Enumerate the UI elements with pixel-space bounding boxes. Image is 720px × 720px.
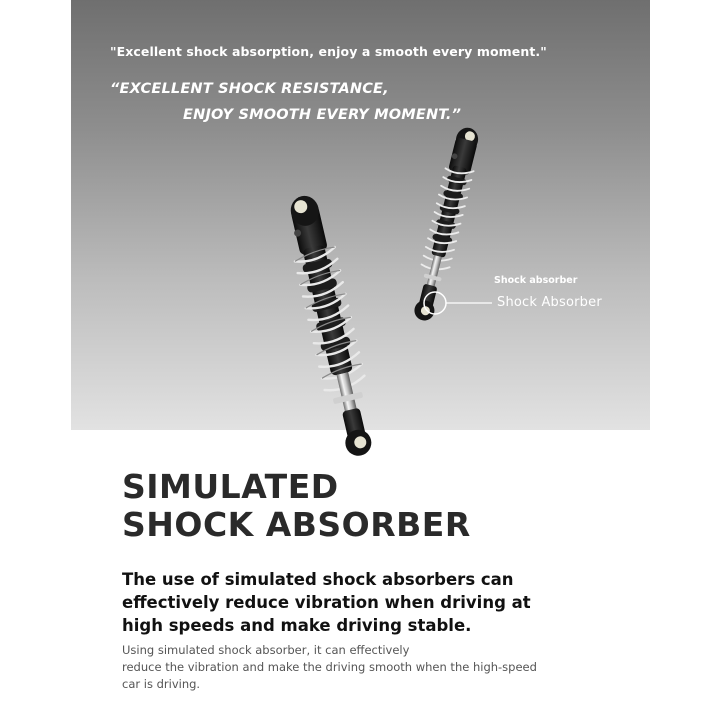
callout-label-small: Shock absorber bbox=[494, 275, 578, 286]
lead-text bbox=[122, 568, 592, 637]
product-title-line-2: SHOCK ABSORBER bbox=[122, 505, 471, 544]
callout-label: Shock Absorber bbox=[497, 295, 602, 310]
desc-line-3: car is driving. bbox=[122, 677, 201, 691]
hero-quote-line-2: ENJOY SMOOTH EVERY MOMENT.” bbox=[183, 107, 462, 123]
small-shock-absorber bbox=[408, 125, 483, 324]
description-text bbox=[122, 642, 602, 693]
large-shock-absorber bbox=[281, 192, 382, 461]
desc-line-1: Using simulated shock absorber, it can effectively bbox=[122, 643, 410, 657]
desc-line-2: reduce the vibration and make the driving smooth when the high-speed bbox=[122, 660, 537, 674]
lead-line-3: high speeds and make driving stable. bbox=[122, 616, 472, 635]
product-title-line-1: SIMULATED bbox=[122, 467, 339, 506]
hero-quote-small: "Excellent shock absorption, enjoy a smooth every moment." bbox=[110, 44, 547, 59]
hero-quote-line-1: “EXCELLENT SHOCK RESISTANCE, bbox=[110, 81, 389, 97]
lead-line-2: effectively reduce vibration when driving at bbox=[122, 593, 531, 612]
lead-line-1: The use of simulated shock absorbers can bbox=[122, 570, 514, 589]
